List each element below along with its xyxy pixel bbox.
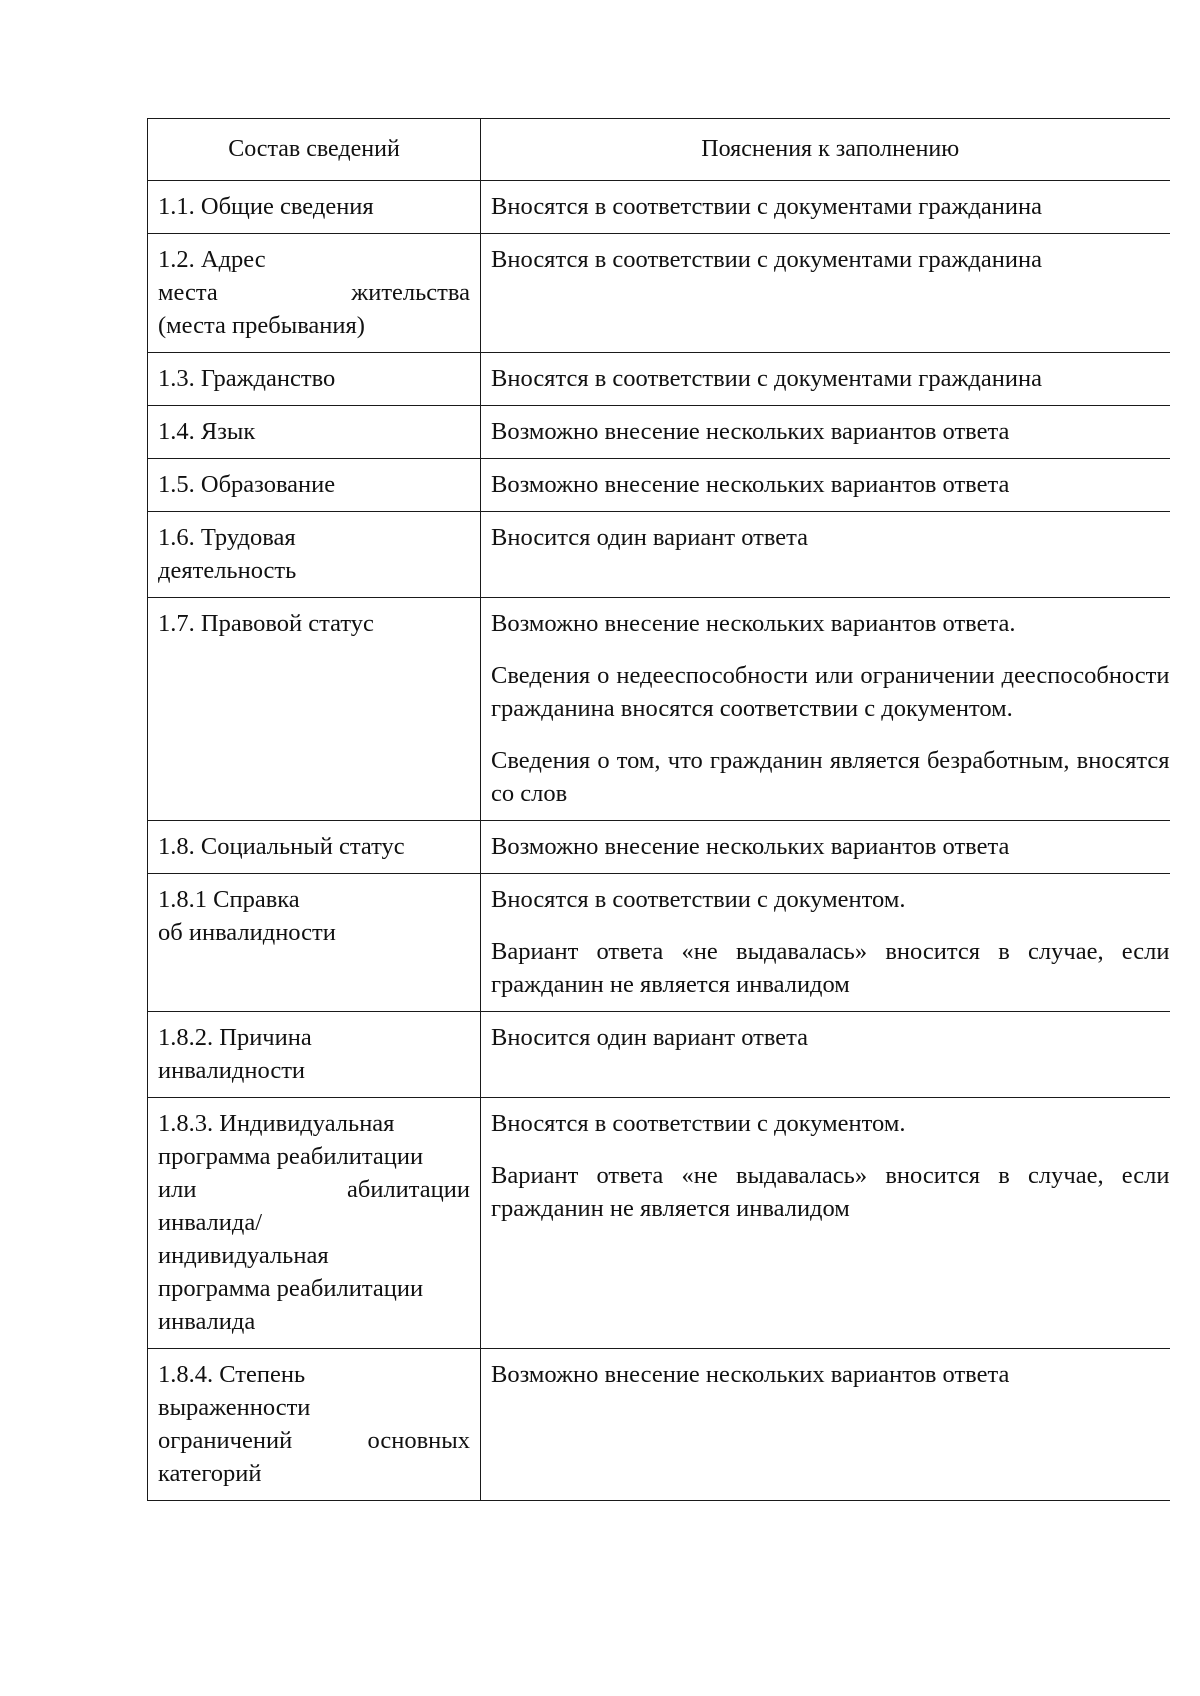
table-row	[148, 181, 1170, 234]
row-name-cell	[148, 353, 481, 406]
row-note: Вносятся в соответствии с документами гражданина	[491, 246, 1042, 273]
row-note: Вносятся в соответствии с документами гражданина	[491, 365, 1042, 392]
row-note: Вариант ответа «не выдавалась» вносится в случае, если гражданин не является инвалидом	[491, 938, 1170, 998]
table-row	[148, 874, 1170, 1012]
row-notes-cell	[481, 1012, 1170, 1098]
table-row	[148, 1349, 1170, 1501]
row-note: Вариант ответа «не выдавалась» вносится в случае, если гражданин не является инвалидом	[491, 1162, 1170, 1222]
row-name-cell	[148, 1012, 481, 1098]
row-name-cell	[148, 459, 481, 512]
row-name-line: 1.2. Адрес	[158, 246, 266, 273]
row-notes-cell	[481, 512, 1170, 598]
row-name-line: места жительства	[158, 279, 470, 306]
row-name-line: 1.1. Общие сведения	[158, 193, 374, 220]
row-name-cell	[148, 234, 481, 353]
row-name-line: 1.8.1 Справка	[158, 886, 300, 913]
header-explanations: Пояснения к заполнению	[481, 119, 1170, 181]
row-name-line: 1.8. Социальный статус	[158, 833, 405, 860]
row-name-line: программа реабилитации	[158, 1143, 424, 1170]
row-notes-cell	[481, 1349, 1170, 1501]
row-notes-cell	[481, 874, 1170, 1012]
row-name-line: программа реабилитации	[158, 1275, 424, 1302]
table-row	[148, 821, 1170, 874]
table-row	[148, 1098, 1170, 1349]
row-name-line: деятельность	[158, 557, 297, 584]
row-note: Возможно внесение нескольких вариантов ответа	[491, 418, 1010, 445]
table-row	[148, 1012, 1170, 1098]
row-note: Вносится один вариант ответа	[491, 1024, 809, 1051]
row-name-line: 1.3. Гражданство	[158, 365, 336, 392]
row-notes-cell	[481, 353, 1170, 406]
row-name-line: 1.8.2. Причина	[158, 1024, 312, 1051]
row-name-cell	[148, 181, 481, 234]
row-note: Вносятся в соответствии с документами гражданина	[491, 193, 1042, 220]
row-notes-cell	[481, 1098, 1170, 1349]
row-name-cell	[148, 598, 481, 821]
table-row	[148, 406, 1170, 459]
row-name-line: категорий	[158, 1460, 262, 1487]
info-table	[147, 118, 1170, 1501]
row-name-line: 1.4. Язык	[158, 418, 256, 445]
row-note: Возможно внесение нескольких вариантов ответа.	[491, 610, 1016, 637]
row-name-line: индивидуальная	[158, 1242, 329, 1269]
row-note: Вносятся в соответствии с документом.	[491, 1110, 906, 1137]
row-note: Возможно внесение нескольких вариантов ответа	[491, 1361, 1010, 1388]
row-name-cell	[148, 874, 481, 1012]
row-notes-cell	[481, 821, 1170, 874]
header-composition: Состав сведений	[148, 119, 481, 181]
row-name-line: 1.8.4. Степень	[158, 1361, 306, 1388]
row-name-cell	[148, 1098, 481, 1349]
row-name-line: выраженности	[158, 1394, 311, 1421]
row-name-cell	[148, 406, 481, 459]
row-note: Сведения о недееспособности или ограничении дееспособности гражданина вносятся соответствии с документом.	[491, 662, 1170, 722]
row-name-line: инвалида/	[158, 1209, 263, 1236]
row-name-line: ограничений основных	[158, 1427, 470, 1454]
row-name-line: (места пребывания)	[158, 312, 365, 339]
row-name-line: об инвалидности	[158, 919, 336, 946]
table-row	[148, 353, 1170, 406]
row-note: Сведения о том, что гражданин является безработным, вносятся со слов	[491, 747, 1170, 807]
row-name-cell	[148, 512, 481, 598]
row-name-line: инвалидности	[158, 1057, 306, 1084]
table-row	[148, 598, 1170, 821]
table-row	[148, 512, 1170, 598]
row-name-line: 1.5. Образование	[158, 471, 336, 498]
row-name-line: инвалида	[158, 1308, 256, 1335]
row-note: Вносятся в соответствии с документом.	[491, 886, 906, 913]
row-name-line: 1.6. Трудовая	[158, 524, 296, 551]
table-header-row	[148, 119, 1170, 181]
row-note: Вносится один вариант ответа	[491, 524, 809, 551]
row-note: Возможно внесение нескольких вариантов ответа	[491, 471, 1010, 498]
row-notes-cell	[481, 234, 1170, 353]
row-name-cell	[148, 821, 481, 874]
row-note: Возможно внесение нескольких вариантов ответа	[491, 833, 1010, 860]
row-name-line: или абилитации	[158, 1176, 470, 1203]
row-notes-cell	[481, 459, 1170, 512]
row-name-line: 1.8.3. Индивидуальная	[158, 1110, 395, 1137]
row-notes-cell	[481, 406, 1170, 459]
table-row	[148, 459, 1170, 512]
row-notes-cell	[481, 598, 1170, 821]
table-row	[148, 234, 1170, 353]
row-name-line: 1.7. Правовой статус	[158, 610, 374, 637]
row-notes-cell	[481, 181, 1170, 234]
row-name-cell	[148, 1349, 481, 1501]
